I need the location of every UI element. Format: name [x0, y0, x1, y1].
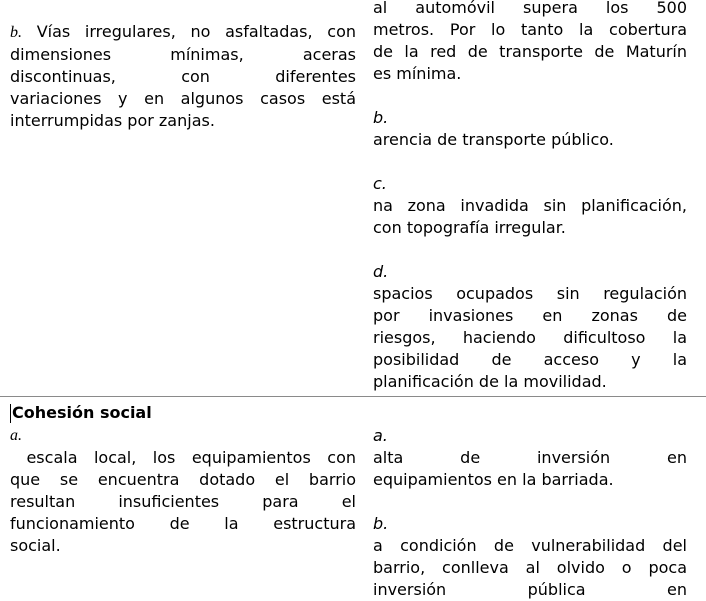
lower-left-line-3: resultan insuficientes para el	[10, 492, 356, 511]
item-c-line-1: na zona invadida sin planificación,	[373, 196, 687, 215]
intro-line-4: es mínima.	[373, 64, 462, 83]
item-d-letter: d.	[373, 262, 389, 281]
item-letter: a.	[10, 427, 22, 444]
item-d-line-5: planificación de la movilidad.	[373, 372, 607, 391]
item-d-line-2: por invasiones en zonas de	[373, 306, 687, 325]
item-a-line-2: equipamientos en la barriada.	[373, 470, 614, 489]
lower-right-cell	[373, 425, 687, 601]
lower-left-line-2: que se encuentra dotado el barrio	[10, 470, 356, 489]
item-a-letter: a.	[373, 426, 388, 445]
item-b-letter: b.	[373, 108, 389, 127]
upper-left-line-3: discontinuas, con diferentes	[10, 67, 356, 86]
upper-left-line-4: variaciones y en algunos casos está	[10, 89, 356, 108]
item-d-line-3: riesgos, haciendo dificultoso la	[373, 328, 687, 347]
item-letter: b.	[10, 24, 22, 41]
table-row-divider	[0, 396, 706, 397]
lower-b-line-2: barrio, conlleva al olvido o poca	[373, 558, 687, 577]
item-a-line-1: alta de inversión en	[373, 448, 687, 467]
upper-right-cell	[373, 0, 687, 393]
item-d-line-4: posibilidad de acceso y la	[373, 350, 687, 369]
lower-left-line-4: funcionamiento de la estructura	[10, 514, 356, 533]
lower-left-cell	[10, 425, 356, 557]
intro-line-2: metros. Por lo tanto la cobertura	[373, 20, 687, 39]
intro-line-3: de la red de transporte de Maturín	[373, 42, 687, 61]
item-b-letter: b.	[373, 514, 389, 533]
item-c-letter: c.	[373, 174, 387, 193]
text-cursor	[10, 404, 11, 423]
lower-left-line-1: escala local, los equipamientos con	[10, 448, 356, 467]
intro-line-1: al automóvil supera los 500	[373, 0, 687, 17]
upper-left-line-1	[10, 21, 356, 44]
text-fragment: Vías irregulares, no asfaltadas, con	[22, 22, 356, 41]
lower-left-line-5: social.	[10, 536, 61, 555]
item-d-line-1: spacios ocupados sin regulación	[373, 284, 687, 303]
item-b-line-1: arencia de transporte público.	[373, 130, 614, 149]
lower-b-line-3: inversión pública en	[373, 580, 687, 599]
lower-b-line-1: a condición de vulnerabilidad del	[373, 536, 687, 555]
upper-left-line-5: interrumpidas por zanjas.	[10, 111, 215, 130]
item-c-line-2: con topografía irregular.	[373, 218, 566, 237]
upper-left-cell	[10, 21, 356, 132]
upper-left-line-2: dimensiones mínimas, aceras	[10, 45, 356, 64]
section-heading[interactable]: Cohesión social	[12, 403, 152, 422]
